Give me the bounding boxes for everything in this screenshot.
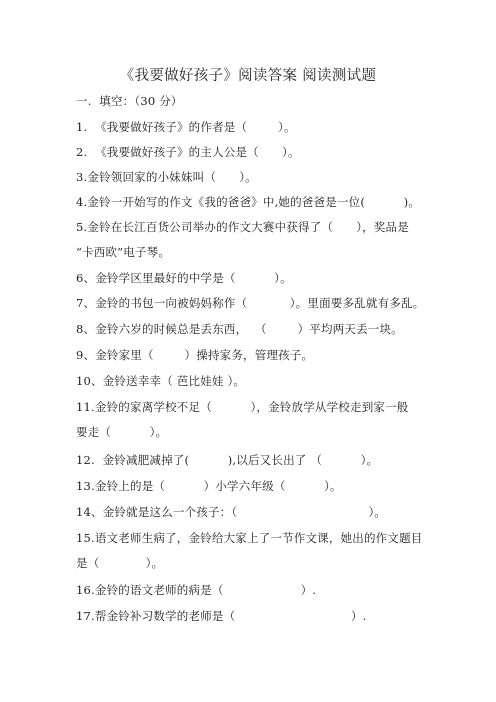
question-line: 8、金铃六岁的时候总是丢东西， （ ）平均两天丢一块。 (76, 322, 403, 336)
question-line: 17.帮金铃补习数学的老师是（ ）. (76, 609, 367, 623)
question-line: 9、金铃家里（ ）操持家务，管理孩子。 (76, 348, 314, 362)
page-title: 《我要做好孩子》阅读答案 阅读测试题 (119, 68, 377, 84)
section-heading: 一. 填空：（30 分） (76, 94, 183, 108)
question-line: 12. 金铃减肥减掉了( ),以后又长出了 （ ）。 (76, 453, 379, 467)
question-line: 1. 《我要做好孩子》的作者是（ ）。 (76, 120, 296, 134)
question-line: 13.金铃上的是（ ）小学六年级（ ）。 (76, 479, 342, 493)
question-line: 4.金铃一开始写的作文《我的爸爸》中,她的爸爸是一位( )。 (76, 195, 420, 209)
question-line: 5.金铃在长江百货公司举办的作文大赛中获得了（ ），奖品是 (76, 220, 409, 234)
question-line: 16.金铃的语文老师的病是（ ）. (76, 583, 317, 597)
question-line: 14、金铃就是这么一个孩子：（ ）。 (76, 505, 387, 519)
question-line: 11.金铃的家离学校不足（ ），金铃放学从学校走到家一般 (76, 400, 409, 414)
question-line: 7、金铃的书包一向被妈妈称作（ ）。里面要多乱就有多乱。 (76, 296, 425, 310)
question-line-continued: “卡西欧”电子琴。 (76, 245, 171, 259)
question-line: 15.语文老师生病了，金铃给大家上了一节作文课，她出的作文题目 (76, 531, 423, 545)
question-line: 2. 《我要做好孩子》的主人公是（ ）。 (76, 145, 300, 159)
question-line-continued: 是（ ）。 (76, 556, 164, 570)
question-line-continued: 要走（ ）。 (76, 425, 168, 439)
question-line: 3.金铃领回家的小妹妹叫（ ）。 (76, 170, 257, 184)
question-line: 10、金铃送幸幸（ 芭比娃娃 ）。 (76, 374, 246, 388)
question-line: 6、金铃学区里最好的中学是（ ）。 (76, 271, 292, 285)
